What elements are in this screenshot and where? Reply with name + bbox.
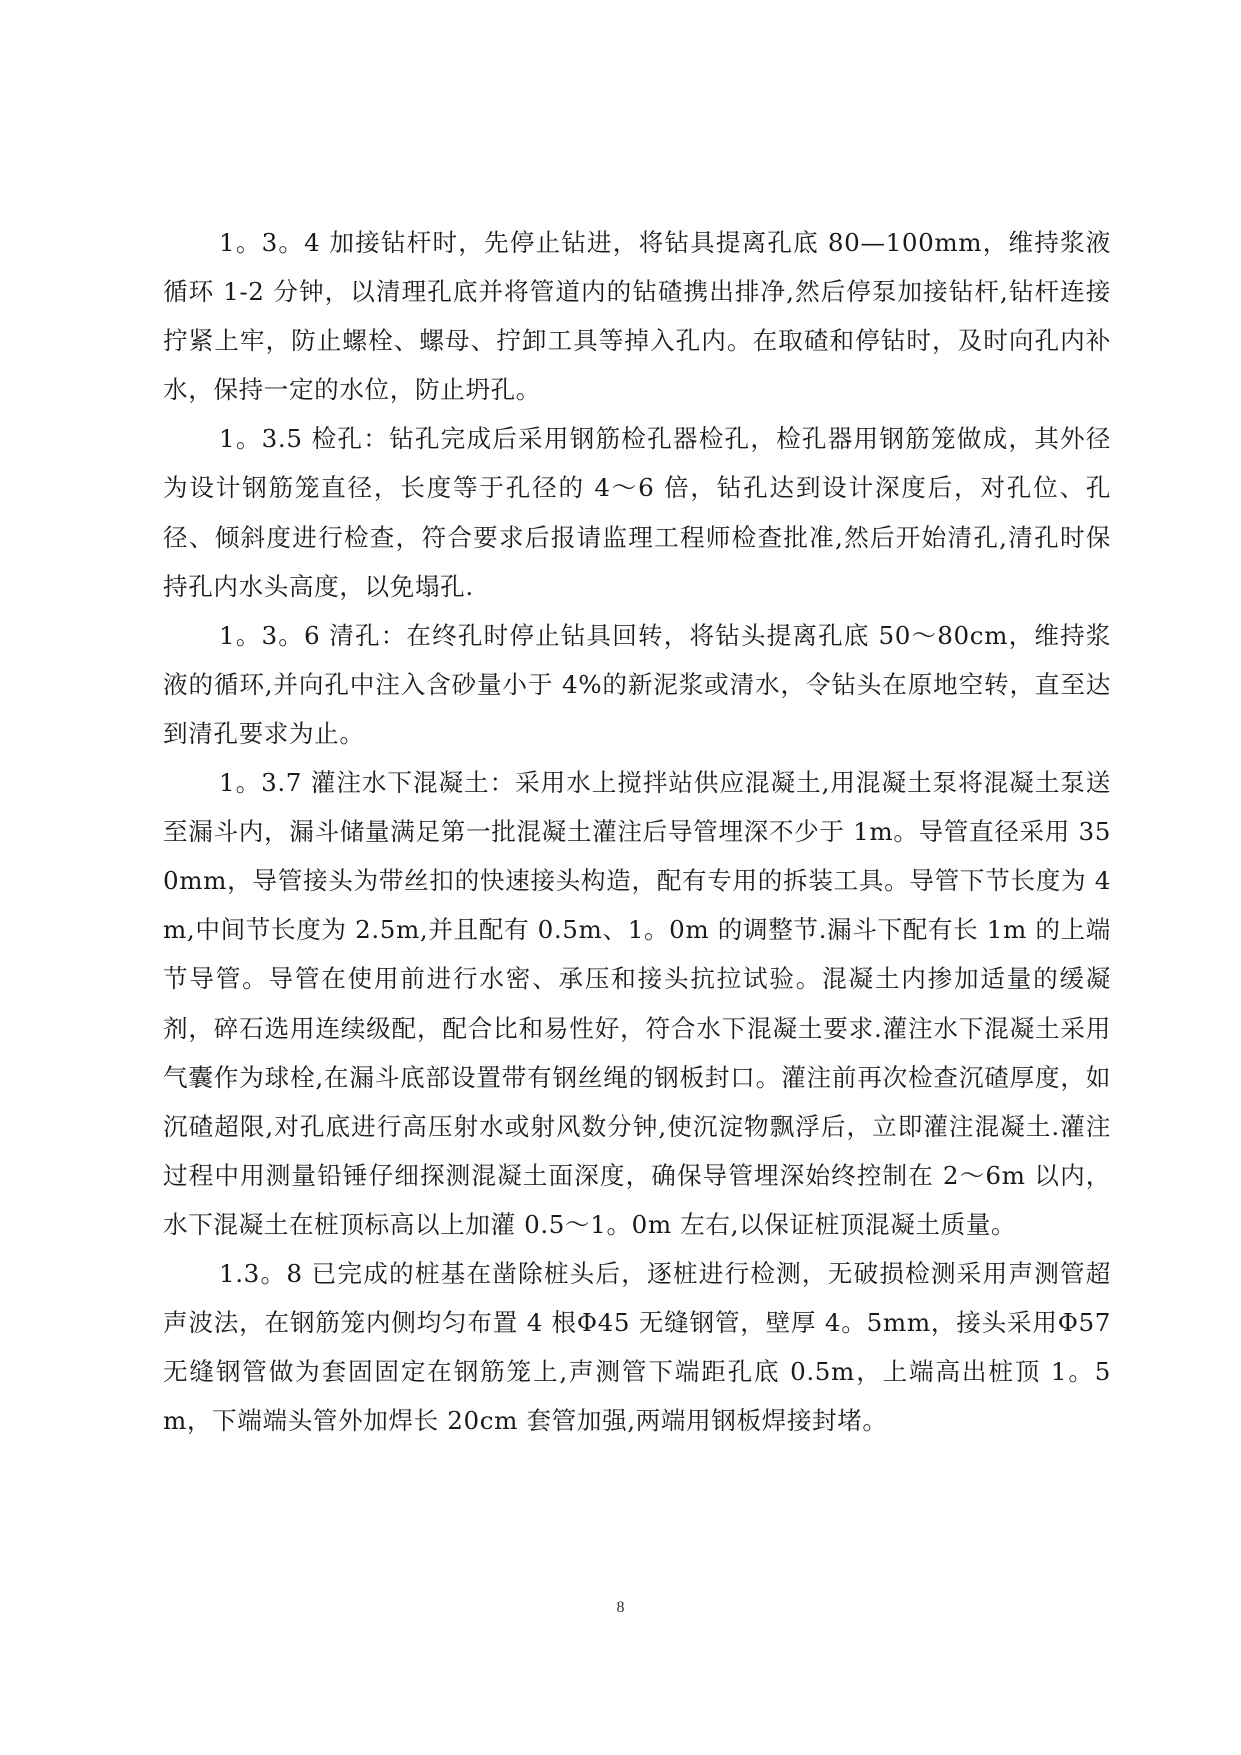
paragraph-1-3-8: 1.3。8 已完成的桩基在凿除桩头后，逐桩进行检测，无破损检测采用声测管超声波法，在钢筋笼内侧均匀布置 4 根Φ45 无缝钢管，壁厚 4。5mm，接头采用Φ57 无缝钢管做为套固固定在钢筋笼上,声测管下端距孔底 0.5m，上端高出桩顶 1。5m，下端端头管外加焊长 20cm 套管加强,两端用钢板焊接封堵。 (163, 1258, 1111, 1436)
paragraph-1-3-7: 1。3.7 灌注水下混凝土：采用水上搅拌站供应混凝土,用混凝土泵将混凝土泵送至漏斗内，漏斗储量满足第一批混凝土灌注后导管埋深不少于 1m。导管直径采用 350mm，导管接头为带丝扣的快速接头构造，配有专用的拆装工具。导管下节长度为 4m,中间节长度为 2.5m,并且配有 0.5m、1。0m 的调整节.漏斗下配有长 1m 的上端节导管。导管在使用前进行水密、承压和接头抗拉试验。混凝土内掺加适量的缓凝剂，碎石选用连续级配，配合比和易性好，符合水下混凝土要求.灌注水下混凝土采用气囊作为球栓,在漏斗底部设置带有钢丝绳的钢板封口。灌注前再次检查沉碴厚度，如沉碴超限,对孔底进行高压射水或射风数分钟,使沉淀物飘浮后，立即灌注混凝土.灌注过程中用测量铅锤仔细探测混凝土面深度，确保导管埋深始终控制在 2～6m 以内，水下混凝土在桩顶标高以上加灌 0.5～1。0m 左右,以保证桩顶混凝土质量。 (163, 768, 1111, 1239)
paragraph-1-3-6: 1。3。6 清孔：在终孔时停止钻具回转，将钻头提离孔底 50～80cm，维持浆液的循环,并向孔中注入含砂量小于 4%的新泥浆或清水，令钻头在原地空转，直至达到清孔要求为止。 (163, 620, 1111, 748)
paragraph-1-3-4: 1。3。4 加接钻杆时，先停止钻进，将钻具提离孔底 80—100mm，维持浆液循环 1-2 分钟，以清理孔底并将管道内的钻碴携出排净,然后停泵加接钻杆,钻杆连接拧紧上牢，防止螺栓、螺母、拧卸工具等掉入孔内。在取碴和停钻时，及时向孔内补水，保持一定的水位，防止坍孔。 (163, 228, 1111, 405)
page-body (163, 218, 1111, 1445)
page-number: 8 (616, 1599, 625, 1616)
paragraph-1-3-5: 1。3.5 检孔：钻孔完成后采用钢筋检孔器检孔，检孔器用钢筋笼做成，其外径为设计钢筋笼直径，长度等于孔径的 4～6 倍，钻孔达到设计深度后，对孔位、孔径、倾斜度进行检查，符合要求后报请监理工程师检查批准,然后开始清孔,清孔时保持孔内水头高度，以免塌孔. (163, 424, 1111, 601)
